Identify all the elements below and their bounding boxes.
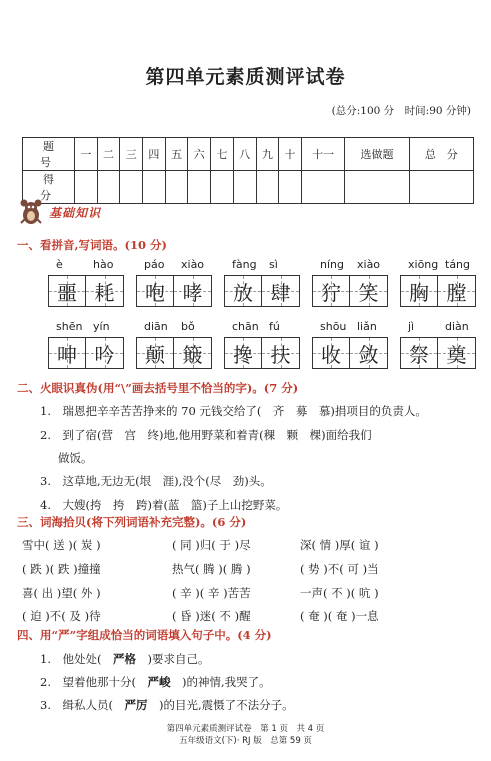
score-table — [22, 137, 474, 204]
pinyin-syllable: táng — [445, 258, 471, 271]
tianzige-cell — [313, 338, 350, 368]
tianzige-cell — [174, 276, 211, 306]
tianzige-grid — [48, 275, 124, 307]
answer-character: 祭 — [409, 342, 429, 367]
answer-character: 簸 — [182, 342, 203, 367]
sentence-item — [40, 674, 271, 690]
tianzige-cell — [262, 338, 299, 368]
page-title: 第四单元素质测评试卷 — [145, 66, 346, 88]
pinyin-syllable: fàng — [232, 258, 257, 271]
score-blank-cell — [409, 171, 473, 204]
tianzige-grid — [400, 337, 476, 369]
tianzige-cell — [350, 338, 387, 368]
pinyin-syllable: níng — [320, 258, 344, 271]
idiom-item: 喜( 出 )望( 外 ) — [22, 586, 101, 600]
tianzige-cell — [225, 276, 262, 306]
tianzige-cell — [438, 338, 475, 368]
pinyin-syllable: è — [56, 258, 63, 271]
section-1-heading: 一、看拼音,写词语。(10 分) — [17, 238, 167, 252]
idiom-item: ( 奄 )( 奄 )一息 — [300, 609, 379, 623]
sentence-item — [40, 697, 294, 713]
score-row-label: 得 分 — [23, 171, 75, 204]
section-banner — [17, 199, 101, 225]
pinyin-syllable: jì — [408, 320, 415, 333]
score-header-row — [23, 138, 474, 171]
tianzige-cell — [313, 276, 350, 306]
banner-label: 基础知识 — [49, 205, 102, 220]
answer-character: 噩 — [57, 280, 77, 305]
answer-character: 颠 — [145, 342, 165, 367]
score-header-cell: 七 — [211, 138, 234, 171]
answer-word: 严峻 — [147, 675, 171, 689]
pinyin-syllable: hào — [93, 258, 114, 271]
tianzige-cell — [137, 276, 174, 306]
tianzige-cell — [401, 338, 438, 368]
idiom-item: 一声( 不 )( 吭 ) — [300, 586, 379, 600]
sentence-item — [40, 651, 209, 667]
tianzige-grid — [312, 275, 388, 307]
pinyin-syllable: páo — [144, 258, 165, 271]
idiom-item: ( 跌 )( 跌 )撞撞 — [22, 562, 101, 576]
pinyin-syllable: liǎn — [357, 320, 377, 333]
sentence-text: 2. 望着他那十分( — [40, 675, 148, 689]
pinyin-syllable: diàn — [445, 320, 469, 333]
tianzige-cell — [49, 338, 86, 368]
answer-character: 胸 — [409, 280, 429, 305]
score-header-label: 题 号 — [23, 138, 75, 171]
sentence-text: )要求自己。 — [135, 652, 210, 666]
score-header-cell: 选做题 — [345, 138, 409, 171]
tianzige-grid — [224, 337, 300, 369]
idiom-item: 雪中( 送 )( 炭 ) — [22, 538, 101, 552]
idiom-item: 热气( 腾 )( 腾 ) — [172, 562, 251, 576]
idiom-item: ( 昏 )迷( 不 )醒 — [172, 609, 251, 623]
page-footer — [0, 722, 491, 746]
answer-character: 放 — [233, 280, 253, 305]
pinyin-syllable: xiōng — [408, 258, 439, 271]
footer-line-2: 五年级语文(下)· RJ 版 总第 59 页 — [179, 736, 312, 746]
sentence-text: 3. 缉私人员( — [40, 698, 125, 712]
score-header-cell: 五 — [165, 138, 188, 171]
sentence-text: )的目光,震慑了不法分子。 — [147, 698, 294, 712]
pinyin-syllable: fú — [269, 320, 280, 333]
score-blank-cell — [143, 171, 166, 204]
answer-character: 收 — [321, 342, 341, 367]
score-blank-cell — [279, 171, 302, 204]
tianzige-cell — [438, 276, 475, 306]
score-header-cell: 二 — [97, 138, 120, 171]
tianzige-grid — [224, 275, 300, 307]
tianzige-cell — [174, 338, 211, 368]
answer-character: 肆 — [270, 280, 291, 305]
question-item: 2. 到了宿(营 宫 终)地,他用野菜和着青(稞 颗 棵)面给我们 — [40, 428, 372, 442]
question-item: 做饭。 — [58, 451, 93, 465]
pinyin-syllable: bǒ — [181, 320, 195, 333]
idiom-item: ( 迫 )不( 及 )待 — [22, 609, 101, 623]
question-item: 4. 大嫂(挎 挎 跨)着(蓝 篮)子上山挖野菜。 — [40, 498, 288, 512]
score-header-cell: 十 — [279, 138, 302, 171]
tianzige-cell — [401, 276, 438, 306]
answer-character: 吟 — [94, 342, 115, 367]
answer-character: 哮 — [182, 280, 203, 305]
tianzige-grid — [136, 337, 212, 369]
tianzige-cell — [262, 276, 299, 306]
score-blank-cell — [233, 171, 256, 204]
pinyin-row-2 — [24, 320, 469, 367]
answer-word: 严厉 — [124, 698, 148, 712]
tianzige-cell — [49, 276, 86, 306]
score-header-cell: 八 — [233, 138, 256, 171]
answer-character: 敛 — [358, 342, 379, 367]
score-header-cell: 四 — [143, 138, 166, 171]
pinyin-syllable: yín — [93, 320, 110, 333]
pinyin-syllable: xiào — [357, 258, 381, 271]
question-item: 3. 这草地,无边无(垠 涯),没个(尽 劲)头。 — [40, 474, 272, 488]
answer-character: 狞 — [321, 280, 341, 305]
score-header-cell: 六 — [188, 138, 211, 171]
pinyin-syllable: diān — [144, 320, 168, 333]
score-header-cell: 十一 — [301, 138, 344, 171]
sentence-text: 1. 他处处( — [40, 652, 113, 666]
tianzige-cell — [86, 276, 123, 306]
idiom-item: ( 同 )归( 于 )尽 — [172, 538, 251, 552]
score-blank-cell — [165, 171, 188, 204]
pinyin-syllable: shēn — [56, 320, 83, 333]
score-header-cell: 总 分 — [409, 138, 473, 171]
section-3-heading: 三、词海拾贝(将下列词语补充完整)。(6 分) — [17, 515, 247, 529]
pinyin-syllable: chān — [232, 320, 259, 333]
exam-meta: (总分:100 分 时间:90 分钟) — [331, 105, 471, 117]
score-blank-cell — [256, 171, 279, 204]
score-header-cell: 三 — [120, 138, 143, 171]
mascot-icon — [17, 199, 45, 225]
answer-character: 奠 — [446, 342, 467, 367]
answer-character: 呻 — [57, 342, 77, 367]
tianzige-grid — [48, 337, 124, 369]
idiom-item: ( 辛 )( 辛 )苦苦 — [172, 586, 251, 600]
idiom-item: 深( 情 )厚( 谊 ) — [300, 538, 379, 552]
tianzige-cell — [137, 338, 174, 368]
answer-character: 搀 — [233, 342, 253, 367]
answer-word: 严格 — [112, 652, 136, 666]
answer-character: 扶 — [270, 342, 291, 367]
score-blank-cell — [188, 171, 211, 204]
pinyin-syllable: xiào — [181, 258, 205, 271]
score-blank-cell — [345, 171, 409, 204]
tianzige-cell — [86, 338, 123, 368]
pinyin-syllable: shōu — [320, 320, 347, 333]
score-blank-cell — [211, 171, 234, 204]
answer-character: 耗 — [94, 280, 115, 305]
sentence-text: )的神情,我哭了。 — [170, 675, 271, 689]
tianzige-grid — [312, 337, 388, 369]
section-4-heading: 四、用“严”字组成恰当的词语填入句子中。(4 分) — [17, 628, 272, 642]
tianzige-grid — [136, 275, 212, 307]
tianzige-cell — [225, 338, 262, 368]
score-blank-cell — [120, 171, 143, 204]
pinyin-row-1 — [24, 258, 471, 305]
question-item: 1. 瑞恩把辛辛苦苦挣来的 70 元钱交给了( 齐 募 慕)捐项目的负责人。 — [40, 404, 427, 418]
section-2-heading: 二、火眼识真伪(用“\”画去括号里不恰当的字)。(7 分) — [17, 381, 299, 395]
score-blank-cell — [301, 171, 344, 204]
tianzige-grid — [400, 275, 476, 307]
tianzige-cell — [350, 276, 387, 306]
score-header-cell: 一 — [75, 138, 98, 171]
pinyin-syllable: sì — [269, 258, 278, 271]
footer-line-1: 第四单元素质测评试卷 第 1 页 共 4 页 — [166, 724, 325, 734]
idiom-item: ( 势 )不( 可 )当 — [300, 562, 379, 576]
answer-character: 笑 — [358, 280, 379, 305]
answer-character: 咆 — [145, 280, 165, 305]
score-header-cell: 九 — [256, 138, 279, 171]
answer-character: 膛 — [446, 280, 467, 305]
